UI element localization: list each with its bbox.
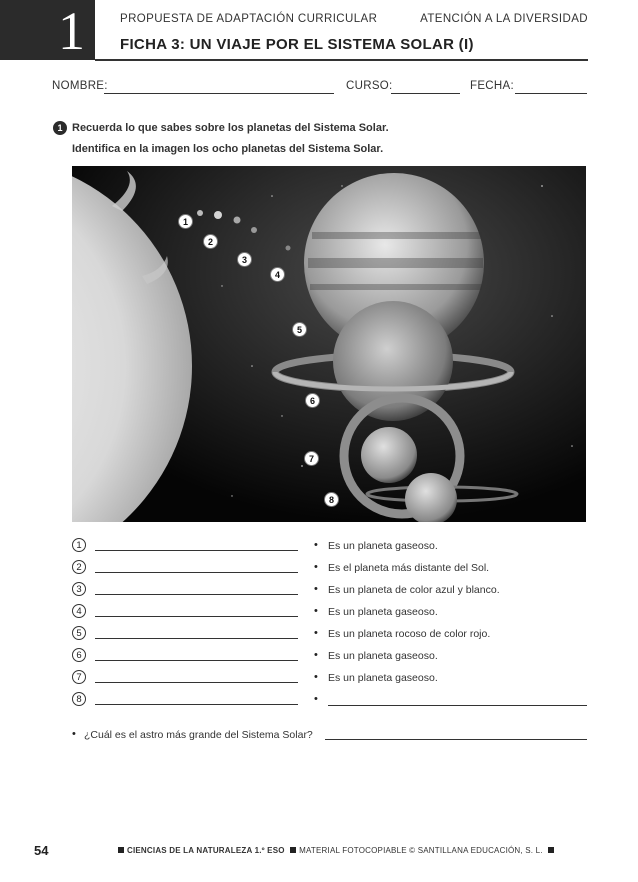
- course-label: CURSO:: [346, 80, 393, 92]
- name-label: NOMBRE:: [52, 80, 108, 92]
- worksheet-title: FICHA 3: UN VIAJE POR EL SISTEMA SOLAR (I): [120, 36, 474, 53]
- header-left-label: PROPUESTA DE ADAPTACIÓN CURRICULAR: [120, 13, 378, 25]
- answer-number: 8: [72, 692, 86, 706]
- image-marker-3: 3: [237, 252, 252, 267]
- answer-line[interactable]: [95, 704, 298, 705]
- image-marker-4: 4: [270, 267, 285, 282]
- planet-description: Es un planeta gaseoso.: [328, 672, 438, 684]
- bullet: •: [72, 728, 76, 740]
- answer-number: 6: [72, 648, 86, 662]
- square-icon: [290, 847, 296, 853]
- bullet: •: [314, 605, 318, 617]
- image-marker-2: 2: [203, 234, 218, 249]
- answer-line[interactable]: [95, 616, 298, 617]
- bullet: •: [314, 561, 318, 573]
- copyright-text: MATERIAL FOTOCOPIABLE © SANTILLANA EDUCACIÓN, S. L.: [299, 846, 543, 855]
- planet-description: Es un planeta gaseoso.: [328, 540, 438, 552]
- image-marker-5: 5: [292, 322, 307, 337]
- answer-number: 3: [72, 582, 86, 596]
- planet-description: Es un planeta gaseoso.: [328, 606, 438, 618]
- image-marker-6: 6: [305, 393, 320, 408]
- uranus: [361, 427, 417, 483]
- planet-description: Es un planeta gaseoso.: [328, 650, 438, 662]
- question-line-2: Identifica en la imagen los ocho planetas del Sistema Solar.: [72, 143, 384, 155]
- planet-description: Es un planeta rocoso de color rojo.: [328, 628, 491, 640]
- answer-line[interactable]: [95, 550, 298, 551]
- image-marker-7: 7: [304, 451, 319, 466]
- answer-line[interactable]: [95, 682, 298, 683]
- solar-system-image: [72, 166, 586, 522]
- page-number: 54: [34, 843, 49, 858]
- date-field[interactable]: [515, 93, 587, 94]
- image-marker-8: 8: [324, 492, 339, 507]
- answer-number: 5: [72, 626, 86, 640]
- question-number-badge: 1: [53, 121, 67, 135]
- bullet: •: [314, 583, 318, 595]
- book-title: CIENCIAS DE LA NATURALEZA 1.º ESO: [127, 846, 285, 855]
- planet-description: Es el planeta más distante del Sol.: [328, 562, 490, 574]
- final-answer-line[interactable]: [325, 739, 587, 740]
- footer-text: [118, 846, 557, 855]
- answer-number: 4: [72, 604, 86, 618]
- bullet: •: [314, 627, 318, 639]
- title-rule: [95, 59, 588, 61]
- image-marker-1: 1: [178, 214, 193, 229]
- header-labels: [120, 13, 588, 25]
- question-line-1: Recuerda lo que sabes sobre los planetas del Sistema Solar.: [72, 122, 389, 134]
- description-line[interactable]: [328, 705, 587, 706]
- header-right-label: ATENCIÓN A LA DIVERSIDAD: [420, 13, 588, 25]
- bullet: •: [314, 649, 318, 661]
- final-question: ¿Cuál es el astro más grande del Sistema Solar?: [84, 729, 313, 741]
- answer-number: 2: [72, 560, 86, 574]
- date-label: FECHA:: [470, 80, 514, 92]
- bullet: •: [314, 539, 318, 551]
- square-icon: [118, 847, 124, 853]
- answer-line[interactable]: [95, 572, 298, 573]
- answer-line[interactable]: [95, 594, 298, 595]
- unit-number: 1: [58, 1, 85, 61]
- bullet: •: [314, 671, 318, 683]
- answer-line[interactable]: [95, 660, 298, 661]
- name-field[interactable]: [104, 93, 334, 94]
- bullet: •: [314, 693, 318, 705]
- unit-number-box: [0, 0, 95, 60]
- planet-description: Es un planeta de color azul y blanco.: [328, 584, 500, 596]
- answer-line[interactable]: [95, 638, 298, 639]
- square-icon: [548, 847, 554, 853]
- answer-number: 1: [72, 538, 86, 552]
- answer-number: 7: [72, 670, 86, 684]
- course-field[interactable]: [391, 93, 460, 94]
